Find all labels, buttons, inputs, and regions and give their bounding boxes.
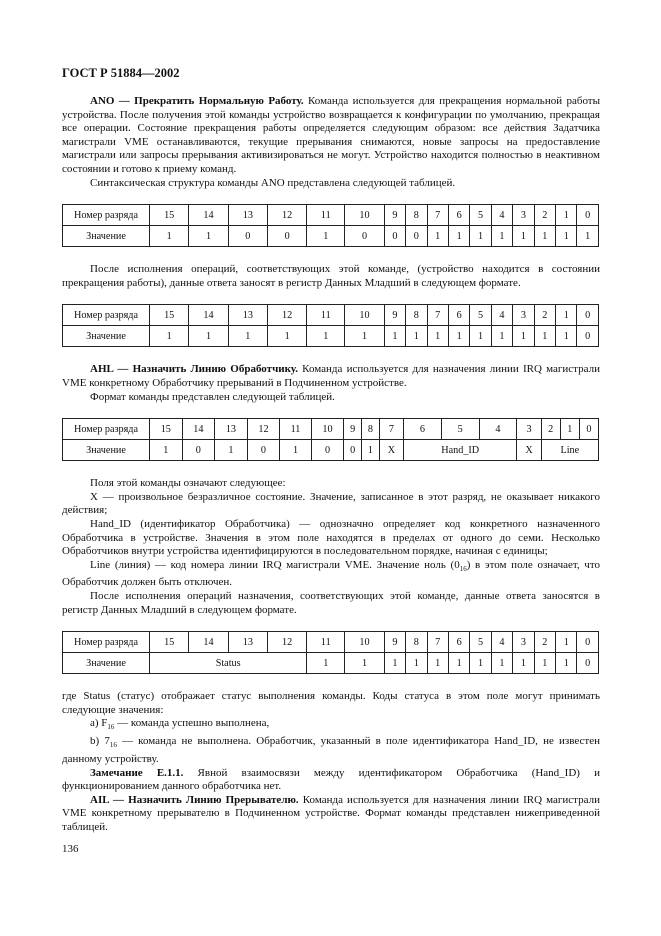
value-cell: 1 — [228, 326, 267, 347]
bit-cell: 11 — [307, 205, 345, 226]
bit-cell: 5 — [441, 419, 479, 440]
bit-number-label: Номер разряда — [63, 305, 150, 326]
bit-cell: 7 — [427, 305, 448, 326]
ail-paragraph — [62, 794, 600, 835]
bit-cell: 15 — [150, 419, 183, 440]
ahl-paragraph — [62, 363, 600, 390]
value-cell: 1 — [307, 226, 345, 247]
bit-cell: 11 — [307, 305, 345, 326]
ahl-format-intro: Формат команды представлен следующей таблицей. — [90, 390, 335, 403]
bit-cell: 10 — [345, 632, 384, 653]
value-cell: 0 — [344, 440, 362, 461]
bit-cell: 5 — [470, 632, 491, 653]
value-cell: 1 — [470, 326, 491, 347]
bit-cell: 2 — [541, 419, 560, 440]
bit-cell: 7 — [427, 632, 448, 653]
line-desc-part: Line (линия) — код номера линии IRQ магистрали VME. Значение ноль (0 — [90, 558, 460, 571]
bit-cell: 14 — [189, 305, 228, 326]
value-label: Значение — [63, 440, 150, 461]
status-code-b — [62, 735, 600, 766]
bit-cell: 7 — [427, 205, 448, 226]
line-description — [62, 559, 600, 590]
bit-cell: 3 — [513, 632, 534, 653]
ahl-text: Команда используется для назначения линии IRQ магистрали VME конкретному Обработчику прерываний в Подчиненном устройстве. — [62, 363, 600, 389]
bit-cell: 8 — [406, 205, 427, 226]
value-cell: 1 — [362, 440, 380, 461]
bit-cell: 2 — [534, 632, 555, 653]
code-text: a) F — [90, 717, 108, 730]
ano-title: ANO — Прекратить Нормальную Работу. — [90, 95, 304, 107]
value-cell: 1 — [150, 326, 189, 347]
bit-number-row — [63, 632, 599, 653]
bit-number-row — [63, 305, 599, 326]
ahl-response-paragraph: После исполнения операций назначения, соответствующих этой команде, данные ответа заносятся в регистр Данных Младший в следующем формате. — [62, 590, 600, 616]
value-cell: 1 — [280, 440, 311, 461]
ahl-response-table — [62, 631, 599, 674]
bit-number-label: Номер разряда — [63, 419, 150, 440]
bit-cell: 2 — [534, 305, 555, 326]
value-cell: 1 — [406, 653, 427, 674]
bit-cell: 9 — [384, 632, 405, 653]
ano-syntax-intro: Синтаксическая структура команды ANO представлена следующей таблицей. — [90, 176, 456, 189]
status-code-a — [62, 717, 600, 735]
bit-cell: 12 — [267, 305, 306, 326]
value-cell: 0 — [406, 226, 427, 247]
status-description: где Status (статус) отображает статус выполнения команды. Коды статуса в этом поле могут принимать следующие значения: — [62, 690, 600, 716]
value-row — [63, 653, 599, 674]
value-cell: 1 — [448, 226, 469, 247]
bit-cell: 9 — [384, 305, 405, 326]
value-cell: 1 — [534, 653, 555, 674]
note-title: Замечание Е.1.1. — [90, 766, 184, 779]
bit-cell: 6 — [448, 305, 469, 326]
code-text: — команда успешно выполнена, — [114, 717, 270, 730]
value-cell: 1 — [513, 653, 534, 674]
value-cell: 1 — [427, 226, 448, 247]
bit-cell: 7 — [379, 419, 403, 440]
ano-response-table — [62, 304, 599, 347]
status-field: Status — [150, 653, 307, 674]
value-cell: 1 — [384, 326, 405, 347]
bit-cell: 4 — [491, 632, 512, 653]
bit-cell: 15 — [150, 305, 189, 326]
ail-text: Команда используется для назначения линии IRQ магистрали VME конкретному прерывателю в Подчиненном устройстве. Формат команды представлен нижеприведенной таблицей. — [62, 793, 600, 833]
ano-command-table — [62, 204, 599, 247]
note-text: Явной взаимосвязи между идентификатором Обработчика (Hand_ID) и функционированием данного обработчика нет. — [62, 766, 600, 793]
bit-cell: 0 — [577, 205, 599, 226]
value-cell: 1 — [307, 653, 345, 674]
bit-cell: 8 — [406, 632, 427, 653]
value-cell: 1 — [556, 326, 577, 347]
bit-cell: 3 — [513, 205, 534, 226]
value-cell: 1 — [150, 440, 183, 461]
value-cell: 1 — [491, 326, 512, 347]
dont-care-cell: X — [379, 440, 403, 461]
value-cell: 1 — [448, 653, 469, 674]
bit-cell: 1 — [556, 305, 577, 326]
bit-cell: 8 — [406, 305, 427, 326]
ano-response-paragraph: После исполнения операций, соответствующих этой команде, (устройство находится в состоянии прекращения работы), данные ответа заносят в регистр Данных Младший в следующем формате. — [62, 263, 600, 289]
bit-cell: 10 — [345, 205, 384, 226]
bit-cell: 0 — [579, 419, 598, 440]
value-cell: 0 — [182, 440, 215, 461]
standard-header: ГОСТ Р 51884—2002 — [62, 66, 180, 80]
line-desc-part: ) в этом поле означает, что Обработчик должен быть отключен. — [62, 558, 600, 589]
bit-cell: 8 — [362, 419, 380, 440]
ail-title: AIL — Назначить Линию Прерывателю. — [90, 793, 299, 806]
value-row — [63, 226, 599, 247]
value-cell: 0 — [228, 226, 267, 247]
bit-cell: 13 — [228, 305, 267, 326]
value-label: Значение — [63, 326, 150, 347]
value-cell: 0 — [311, 440, 344, 461]
value-cell: 1 — [189, 326, 228, 347]
code-text: b) 7 — [90, 735, 110, 748]
value-cell: 1 — [267, 326, 306, 347]
line-field: Line — [541, 440, 598, 461]
bit-cell: 1 — [560, 419, 579, 440]
ano-paragraph — [62, 95, 600, 177]
bit-number-row — [63, 419, 599, 440]
hand-id-description: Hand_ID (идентификатор Обработчика) — однозначно определяет код конкретного назначенного Обработчика в устройстве. Значения в этом поле находятся в пределах от одного до семи. Несколько Обработчиков внутри устройства идентифицируются в последовательном порядке, начиная с единицы; — [62, 517, 600, 558]
ahl-command-table — [62, 418, 599, 461]
x-description: X — произвольное безразличное состояние. Значение, записанное в этот разряд, не оказывает никакого действия; — [62, 490, 600, 517]
value-row — [63, 440, 599, 461]
value-row — [63, 326, 599, 347]
page-number: 136 — [62, 842, 79, 855]
bit-cell: 5 — [470, 305, 491, 326]
dont-care-cell: X — [517, 440, 541, 461]
value-cell: 1 — [534, 326, 555, 347]
value-cell: 1 — [427, 326, 448, 347]
bit-cell: 6 — [404, 419, 442, 440]
value-cell: 1 — [513, 226, 534, 247]
bit-cell: 15 — [150, 632, 189, 653]
bit-cell: 15 — [150, 205, 189, 226]
bit-cell: 13 — [215, 419, 248, 440]
bit-cell: 9 — [384, 205, 405, 226]
bit-cell: 14 — [182, 419, 215, 440]
bit-cell: 10 — [345, 305, 384, 326]
value-cell: 1 — [491, 653, 512, 674]
value-label: Значение — [63, 226, 150, 247]
value-label: Значение — [63, 653, 150, 674]
fields-intro: Поля этой команды означают следующее: — [90, 477, 286, 490]
value-cell: 1 — [345, 653, 384, 674]
bit-cell: 3 — [517, 419, 541, 440]
value-cell: 1 — [215, 440, 248, 461]
document-page — [62, 56, 600, 855]
bit-number-label: Номер разряда — [63, 632, 150, 653]
bit-cell: 6 — [448, 205, 469, 226]
value-cell: 1 — [384, 653, 405, 674]
value-cell: 1 — [307, 326, 345, 347]
bit-cell: 1 — [556, 205, 577, 226]
bit-cell: 12 — [267, 205, 306, 226]
bit-cell: 2 — [534, 205, 555, 226]
bit-cell: 11 — [280, 419, 311, 440]
subscript: 16 — [107, 723, 115, 732]
value-cell: 1 — [189, 226, 228, 247]
bit-cell: 13 — [228, 632, 267, 653]
value-cell: 1 — [427, 653, 448, 674]
value-cell: 1 — [470, 653, 491, 674]
bit-number-label: Номер разряда — [63, 205, 150, 226]
value-cell: 1 — [345, 326, 384, 347]
value-cell: 0 — [577, 326, 599, 347]
subscript: 16 — [459, 564, 467, 573]
value-cell: 0 — [247, 440, 280, 461]
bit-cell: 9 — [344, 419, 362, 440]
note-paragraph — [62, 767, 600, 794]
value-cell: 0 — [384, 226, 405, 247]
value-cell: 1 — [513, 326, 534, 347]
value-cell: 1 — [556, 226, 577, 247]
value-cell: 1 — [534, 226, 555, 247]
bit-cell: 4 — [491, 205, 512, 226]
ahl-title: AHL — Назначить Линию Обработчику. — [90, 363, 298, 376]
bit-cell: 4 — [491, 305, 512, 326]
value-cell: 0 — [345, 226, 384, 247]
subscript: 16 — [109, 741, 117, 750]
value-cell: 0 — [577, 653, 599, 674]
value-cell: 1 — [448, 326, 469, 347]
bit-cell: 12 — [247, 419, 280, 440]
value-cell: 1 — [406, 326, 427, 347]
bit-cell: 4 — [479, 419, 517, 440]
value-cell: 1 — [491, 226, 512, 247]
value-cell: 1 — [556, 653, 577, 674]
bit-cell: 6 — [448, 632, 469, 653]
ano-text: Команда используется для прекращения нормальной работы устройства. После получения этой команды устройство возвращается к конфигурации по умолчанию, прекращая все операции. Состояние прекращения работы определяется следующим образом: все действия Задатчика магистрали VME останавливаются, текущие прерывания снимаются, новые запросы на предоставление магистрали или запросы прерывания активизироваться не могут. Устройство находится полностью в неактивном состоянии и готово к приему команд. — [62, 95, 600, 175]
bit-cell: 14 — [189, 632, 228, 653]
hand-id-field: Hand_ID — [404, 440, 517, 461]
code-text: — команда не выполнена. Обработчик, указанный в поле идентификатора Hand_ID, не известен данному устройству. — [62, 735, 600, 765]
bit-number-row — [63, 205, 599, 226]
bit-cell: 10 — [311, 419, 344, 440]
bit-cell: 13 — [228, 205, 267, 226]
bit-cell: 0 — [577, 305, 599, 326]
value-cell: 1 — [150, 226, 189, 247]
value-cell: 1 — [577, 226, 599, 247]
value-cell: 0 — [267, 226, 306, 247]
bit-cell: 1 — [556, 632, 577, 653]
bit-cell: 11 — [307, 632, 345, 653]
bit-cell: 0 — [577, 632, 599, 653]
value-cell: 1 — [470, 226, 491, 247]
bit-cell: 12 — [267, 632, 306, 653]
bit-cell: 3 — [513, 305, 534, 326]
bit-cell: 5 — [470, 205, 491, 226]
bit-cell: 14 — [189, 205, 228, 226]
